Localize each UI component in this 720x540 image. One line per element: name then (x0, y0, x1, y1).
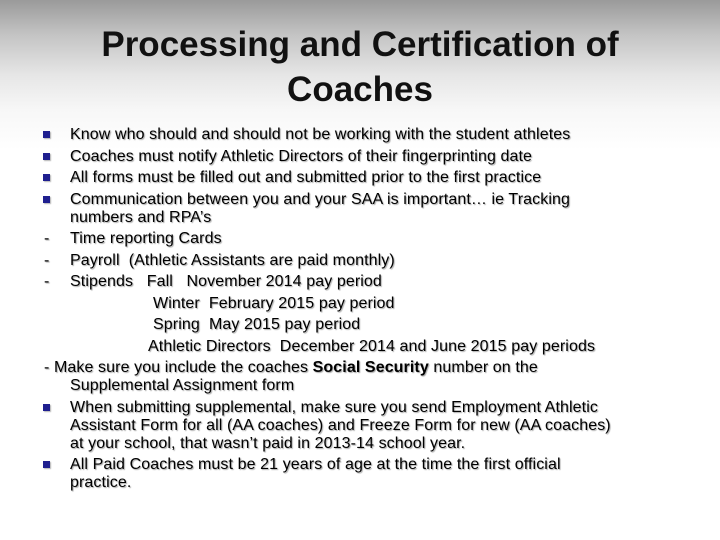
bullet-text-continued: numbers and RPA’s (70, 208, 212, 226)
bullet-text: Communication between you and your SAA is important… ie Tracking (70, 190, 570, 208)
bullet-item (0, 399, 720, 453)
ssn-bold: Social Security (312, 359, 429, 376)
square-bullet-icon (43, 404, 50, 411)
dash-bullet-icon: - (44, 251, 50, 269)
ssn-item (0, 359, 720, 395)
dash-item (0, 252, 720, 270)
square-bullet-icon (43, 174, 50, 181)
bullet-text-continued: practice. (70, 474, 132, 491)
slide-title: Processing and Certification of Coaches (101, 25, 619, 109)
bullet-item (0, 148, 720, 166)
bullet-text: Coaches must notify Athletic Directors of their fingerprinting date (70, 147, 533, 165)
slide-body (0, 126, 720, 496)
dash-text: Stipends Fall November 2014 pay period (70, 273, 382, 290)
ssn-line (44, 359, 680, 377)
pay-period-text: Winter February 2015 pay period (153, 294, 395, 312)
square-bullet-icon (43, 131, 50, 138)
pay-period-line (0, 338, 720, 356)
bullet-text-continued: at your school, that wasn’t paid in 2013-14 school year. (70, 434, 466, 452)
pay-period-line (0, 295, 720, 313)
square-bullet-icon (43, 196, 50, 203)
dash-bullet-icon: - (44, 273, 50, 290)
square-bullet-icon (43, 461, 50, 468)
bullet-text: Know who should and should not be working with the student athletes (70, 126, 571, 143)
ssn-prefix: - Make sure you include the coaches (44, 359, 313, 376)
ssn-line-2: Supplemental Assignment form (70, 377, 295, 394)
dash-bullet-icon: - (44, 230, 50, 247)
pay-period-text: Athletic Directors December 2014 and June 2015 pay periods (148, 337, 596, 355)
bullet-text-continued: Assistant Form for all (AA coaches) and Freeze Form for new (AA coaches) (70, 416, 611, 434)
pay-period-line (0, 316, 720, 334)
bullet-item (0, 456, 720, 492)
dash-text: Payroll (Athletic Assistants are paid monthly) (70, 251, 395, 269)
dash-item (0, 230, 720, 248)
dash-item (0, 273, 720, 291)
ssn-suffix: number on the (428, 359, 538, 376)
pay-period-text: Spring May 2015 pay period (153, 316, 361, 333)
bullet-item (0, 126, 720, 144)
bullet-text: When submitting supplemental, make sure you send Employment Athletic (70, 398, 598, 416)
bullet-text: All forms must be filled out and submitted prior to the first practice (70, 169, 542, 186)
bullet-item (0, 169, 720, 187)
square-bullet-icon (43, 153, 50, 160)
bullet-item (0, 191, 720, 227)
dash-text: Time reporting Cards (70, 230, 222, 247)
bullet-text: All Paid Coaches must be 21 years of age at the time the first official (70, 456, 561, 473)
